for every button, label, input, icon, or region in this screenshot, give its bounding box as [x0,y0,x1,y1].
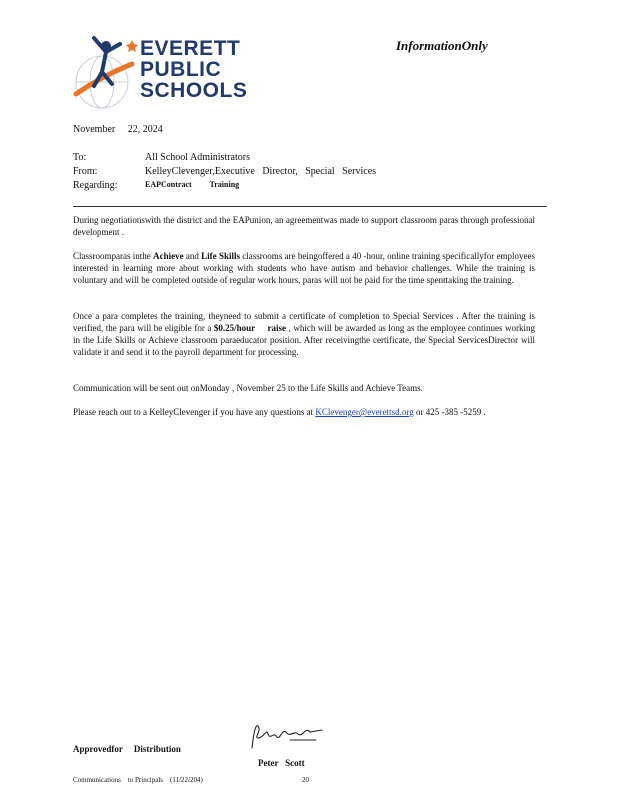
from-label: From: [73,166,98,177]
p3-text-c: , which will be awarded as long as the employee continues working in the Life Skills or Achieve classroom paraeducator position. After receivingthe certificate, the Special ServicesDirector will validate it and send it to the payroll department for processing. [73,323,535,357]
paragraph-certificate [73,310,535,358]
regarding-value: EAPContract Training [145,180,240,189]
p2-achieve: Achieve [153,251,184,261]
information-only-label: InformationOnly [396,38,488,53]
p5-text-b: or 425 -385 -5259 . [413,407,486,417]
header-divider [73,206,547,207]
p2-life-skills: Life Skills [201,251,240,261]
paragraph-negotiations: During negotiationswith the district and the EAPunion, an agreementwas made to support classroom paras through professional development . [73,215,535,237]
regarding-label: Regarding: [73,180,118,191]
p3-raise: $0.25/hour raise [213,323,287,333]
from-value: KelleyClevenger,Executive Director, Special Services [145,166,377,177]
approved-for-distribution: Approvedfor Distribution [73,744,181,754]
paragraph-training-offer [73,250,535,286]
signer-name: Peter Scott [258,758,305,768]
to-label: To: [73,152,87,163]
paragraph-contact [73,406,535,418]
memo-date: November 22, 2024 [73,124,163,135]
footer-page-number: 20 [302,776,309,784]
p2-text-d: classrooms are beingoffered a 40 -hour, online training specificallyfor employees interested in learning more about working with students who have autism and behavior challenges. While the training is voluntary and will be completed outside of regular work hours, paras will not be paid for the time spenttaking the training. [73,251,535,285]
paragraph-communication: Communication will be sent out onMonday , November 25 to the Life Skills and Achieve Teams. [73,383,423,393]
signature-image [246,720,326,756]
logo-line-3: SCHOOLS [140,79,248,102]
to-value: All School Administrators [145,152,250,163]
p3-text-a: Once a para completes the training, theyneed to submit a certificate of completion to Special Services . After the training is verified, the para will be eligible for a [73,311,535,333]
email-link[interactable]: KClevenger@everettsd.org [315,407,414,417]
p2-text-a: Classroomparas inthe [73,251,154,261]
logo-wordmark [140,38,247,101]
logo-line-1: EVERETT [140,37,241,60]
p2-text-c: and [183,251,202,261]
p5-text-a: Please reach out to a KelleyClevenger if you have any questions at [73,407,316,417]
footer-left: Communications to Principals (11/22/204) [73,776,203,784]
logo-line-2: PUBLIC [140,58,222,81]
